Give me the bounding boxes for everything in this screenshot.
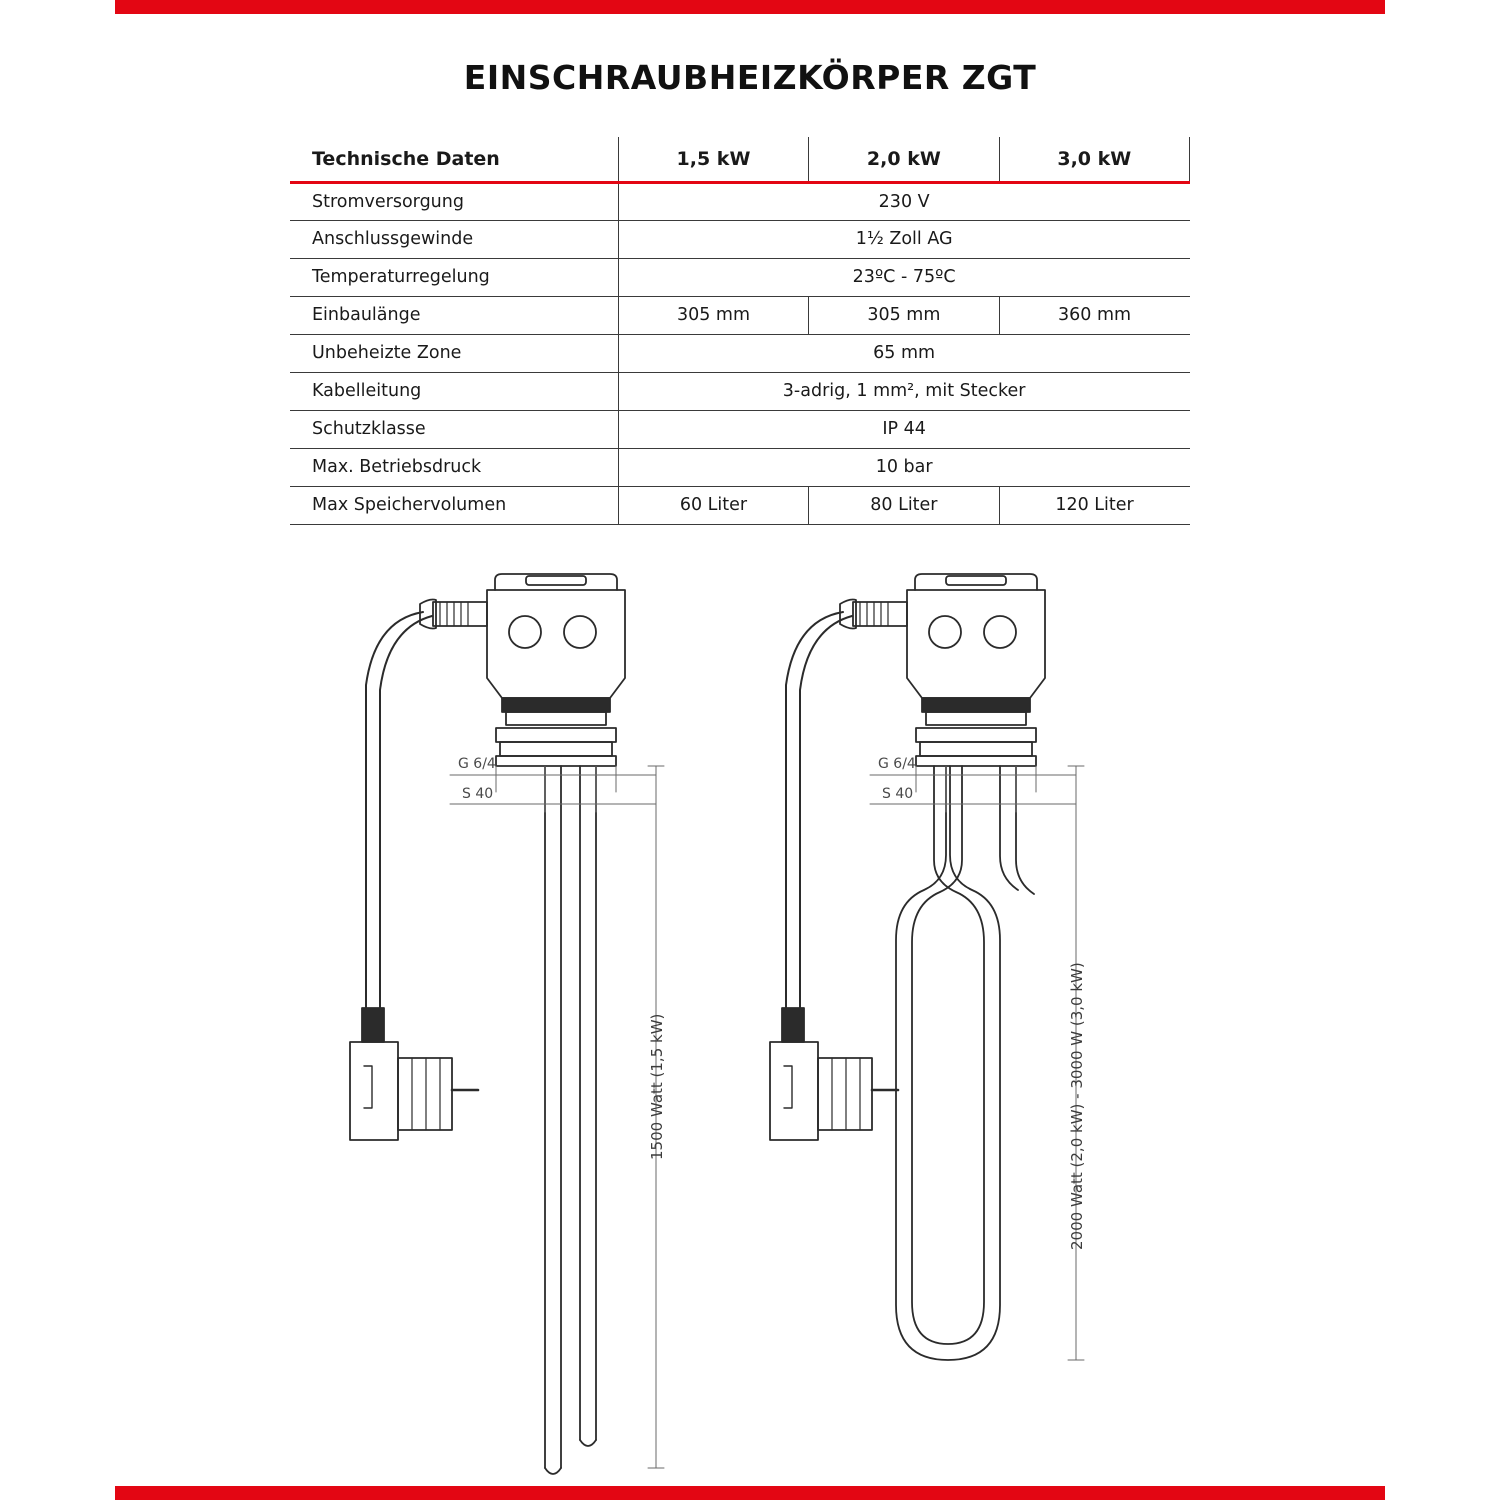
row-label: Einbaulänge <box>290 296 618 334</box>
table-header-label: Technische Daten <box>290 137 618 182</box>
row-value-1: 305 mm <box>618 296 808 334</box>
power-label-2000-3000w: 2000 Watt (2,0 kW) - 3000 W (3,0 kW) <box>1068 962 1086 1250</box>
row-value-2: 80 Liter <box>809 486 999 524</box>
row-value-all: 3-adrig, 1 mm², mit Stecker <box>618 372 1189 410</box>
row-label: Temperaturregelung <box>290 258 618 296</box>
table-header-col-1: 1,5 kW <box>618 137 808 182</box>
drawing-2000-3000w <box>700 560 1320 1490</box>
dim-s40-right: S 40 <box>882 786 914 802</box>
technical-data-table <box>290 137 1190 525</box>
table-row <box>290 258 1190 296</box>
table-header-col-3: 3,0 kW <box>999 137 1189 182</box>
table-header-row <box>290 137 1190 182</box>
table-row <box>290 220 1190 258</box>
row-label: Kabelleitung <box>290 372 618 410</box>
table-row <box>290 410 1190 448</box>
row-label: Max Speichervolumen <box>290 486 618 524</box>
row-value-all: 230 V <box>618 182 1189 220</box>
table-header-col-2: 2,0 kW <box>809 137 999 182</box>
row-value-all: 23ºC - 75ºC <box>618 258 1189 296</box>
table-row <box>290 372 1190 410</box>
row-label: Stromversorgung <box>290 182 618 220</box>
row-label: Max. Betriebsdruck <box>290 448 618 486</box>
table-row <box>290 182 1190 220</box>
table-row <box>290 334 1190 372</box>
row-value-all: 65 mm <box>618 334 1189 372</box>
row-value-3: 120 Liter <box>999 486 1189 524</box>
row-label: Anschlussgewinde <box>290 220 618 258</box>
row-value-all: 10 bar <box>618 448 1189 486</box>
dim-thread-left: G 6/4 <box>458 756 496 772</box>
drawing-2000-3000w-svg <box>700 560 1320 1490</box>
power-label-1500w: 1500 Watt (1,5 kW) <box>648 1013 666 1160</box>
row-value-1: 60 Liter <box>618 486 808 524</box>
row-value-all: 1½ Zoll AG <box>618 220 1189 258</box>
row-label: Unbeheizte Zone <box>290 334 618 372</box>
dim-thread-right: G 6/4 <box>878 756 916 772</box>
dim-s40-left: S 40 <box>462 786 494 802</box>
table-row <box>290 296 1190 334</box>
row-value-all: IP 44 <box>618 410 1189 448</box>
table-row <box>290 486 1190 524</box>
product-drawings <box>0 560 1500 1490</box>
row-value-2: 305 mm <box>809 296 999 334</box>
table-row <box>290 448 1190 486</box>
page-title: EINSCHRAUBHEIZKÖRPER ZGT <box>463 58 1037 97</box>
top-accent-bar <box>115 0 1385 14</box>
row-label: Schutzklasse <box>290 410 618 448</box>
row-value-3: 360 mm <box>999 296 1189 334</box>
